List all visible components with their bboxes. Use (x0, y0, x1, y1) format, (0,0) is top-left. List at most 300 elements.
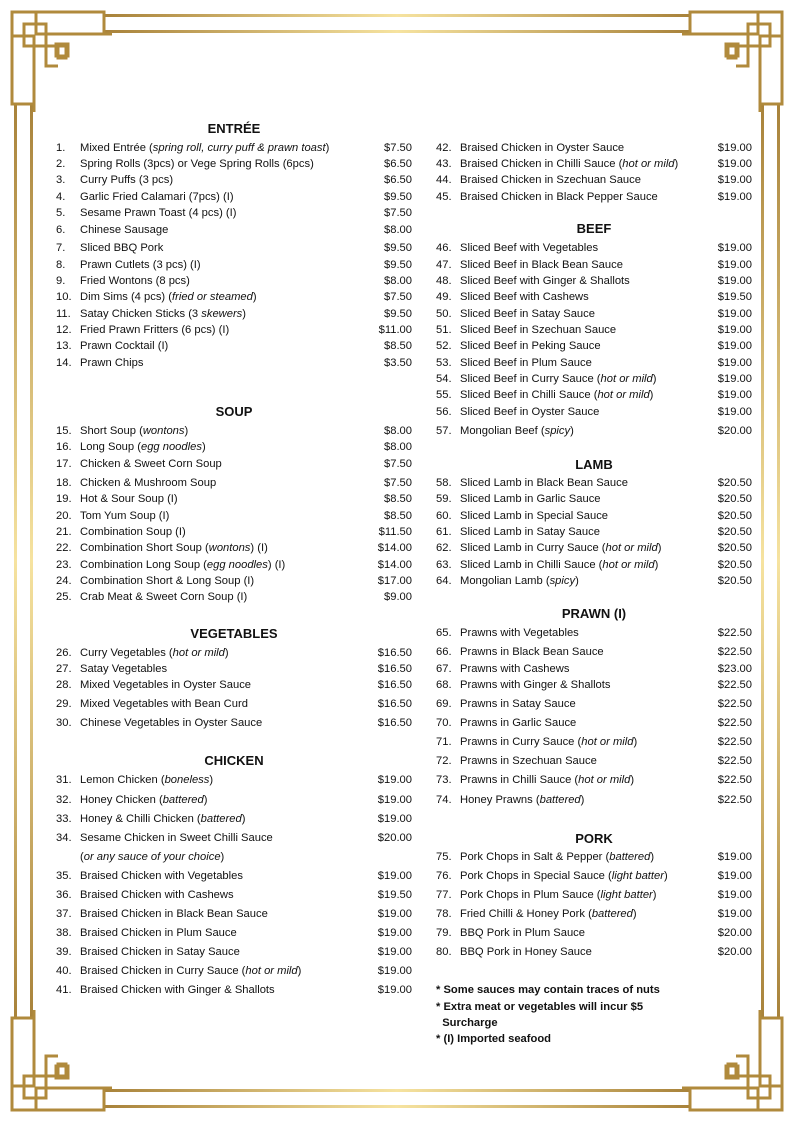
menu-item-name: Braised Chicken with Vegetables (80, 870, 243, 882)
menu-item-number: 2. (56, 158, 66, 170)
menu-item-price: $20.50 (717, 526, 752, 538)
menu-item-name: Sliced Beef with Cashews (460, 291, 589, 303)
menu-item (56, 423, 412, 439)
menu-item (56, 677, 412, 693)
menu-item-number: 53. (436, 357, 452, 369)
menu-item-name: Sesame Chicken in Sweet Chilli Sauce (80, 832, 273, 844)
menu-item (436, 273, 752, 289)
menu-item (56, 306, 412, 322)
menu-item-number: 34. (56, 832, 72, 844)
menu-item-name: Mixed Vegetables with Bean Curd (80, 698, 248, 710)
menu-item (56, 322, 412, 338)
menu-item-price: $19.00 (717, 889, 752, 901)
menu-item-price: $17.00 (377, 575, 412, 587)
menu-item-number: 21. (56, 526, 72, 538)
menu-item-number: 45. (436, 191, 452, 203)
menu-item-number: 58. (436, 477, 452, 489)
menu-item-name: Satay Chicken Sticks (3 skewers) (80, 308, 247, 320)
menu-item-price: $16.50 (377, 679, 412, 691)
section-title-prawn: PRAWN (I) (561, 606, 627, 621)
menu-item (436, 257, 752, 273)
menu-item (436, 868, 752, 884)
menu-item-price: $20.50 (717, 493, 752, 505)
menu-item-price: $9.50 (384, 259, 412, 271)
menu-item (56, 456, 412, 472)
menu-item-number: 50. (436, 308, 452, 320)
menu-item-number: 43. (436, 158, 452, 170)
footnote: Surcharge (436, 1017, 498, 1029)
menu-item-number: 39. (56, 946, 72, 958)
menu-item-number: 4. (56, 191, 66, 203)
menu-item-price: $16.50 (377, 663, 412, 675)
menu-item-number: 9. (56, 275, 66, 287)
menu-item-name: Combination Long Soup (egg noodles) (I) (80, 559, 286, 571)
menu-item (56, 944, 412, 960)
menu-item-price: $7.50 (384, 291, 412, 303)
menu-item-name: Curry Puffs (3 pcs) (80, 174, 174, 186)
menu-item (436, 240, 752, 256)
menu-item-number: 75. (436, 851, 452, 863)
menu-item-name: Mongolian Beef (spicy) (460, 425, 574, 437)
menu-item-price: $9.50 (384, 308, 412, 320)
section-title-vegetables: VEGETABLES (190, 626, 278, 641)
menu-item-price: $19.00 (717, 174, 752, 186)
menu-item (56, 140, 412, 156)
menu-item-name: Prawn Cocktail (I) (80, 340, 169, 352)
menu-item-name: Sliced Beef in Chilli Sauce (hot or mild) (460, 389, 654, 401)
footnote: * (I) Imported seafood (436, 1033, 551, 1045)
menu-item-number: 41. (56, 984, 72, 996)
menu-item-number: 44. (436, 174, 452, 186)
menu-item (436, 644, 752, 660)
menu-item-number: 72. (436, 755, 452, 767)
menu-item-number: 79. (436, 927, 452, 939)
menu-item-price: $22.50 (717, 717, 752, 729)
menu-item-name: Prawn Cutlets (3 pcs) (I) (80, 259, 201, 271)
menu-item-number: 55. (436, 389, 452, 401)
menu-item-price: $19.00 (717, 242, 752, 254)
menu-item (436, 540, 752, 556)
menu-item-price: $19.00 (717, 908, 752, 920)
menu-right-column (436, 0, 752, 1122)
menu-item-name: Prawns in Black Bean Sauce (460, 646, 604, 658)
menu-item-price: $22.50 (717, 698, 752, 710)
menu-item-name: Braised Chicken in Curry Sauce (hot or mild) (80, 965, 302, 977)
menu-item (436, 557, 752, 573)
menu-item-price: $8.00 (384, 441, 412, 453)
menu-item (436, 355, 752, 371)
menu-item-price: $19.00 (717, 406, 752, 418)
menu-item-number: 8. (56, 259, 66, 271)
menu-item-number: 22. (56, 542, 72, 554)
menu-item-name: BBQ Pork in Honey Sauce (460, 946, 592, 958)
menu-item-number: 70. (436, 717, 452, 729)
menu-item-price: $19.00 (717, 259, 752, 271)
menu-item-price: $22.50 (717, 794, 752, 806)
menu-item-price: $19.00 (717, 373, 752, 385)
menu-item (436, 573, 752, 589)
menu-item-price: $11.50 (378, 526, 412, 538)
menu-item-name: Sliced Beef with Vegetables (460, 242, 599, 254)
menu-item (56, 661, 412, 677)
menu-item (56, 557, 412, 573)
section-title-chicken: CHICKEN (204, 753, 264, 768)
menu-item (56, 491, 412, 507)
menu-item-price: $22.50 (717, 679, 752, 691)
menu-item-number: 40. (56, 965, 72, 977)
menu-item (56, 508, 412, 524)
menu-item-price: $19.00 (717, 389, 752, 401)
menu-item-price: $8.00 (384, 275, 412, 287)
menu-item-name: Braised Chicken in Black Bean Sauce (80, 908, 268, 920)
menu-item-name: Braised Chicken in Plum Sauce (80, 927, 237, 939)
menu-item-price: $16.50 (377, 698, 412, 710)
menu-item-number: 20. (56, 510, 72, 522)
menu-item-price: $19.00 (717, 340, 752, 352)
menu-item (56, 982, 412, 998)
menu-item-name: Fried Prawn Fritters (6 pcs) (I) (80, 324, 230, 336)
menu-item-name: Tom Yum Soup (I) (80, 510, 170, 522)
menu-item-name: Sliced Beef in Black Bean Sauce (460, 259, 623, 271)
menu-item-name: Pork Chops in Plum Sauce (light batter) (460, 889, 657, 901)
menu-item-number: 42. (436, 142, 452, 154)
menu-item-number: 27. (56, 663, 72, 675)
menu-item-number: 62. (436, 542, 452, 554)
menu-item-price: $19.00 (717, 851, 752, 863)
menu-item (56, 172, 412, 188)
menu-item (436, 423, 752, 439)
menu-item-name: Braised Chicken in Szechuan Sauce (460, 174, 641, 186)
menu-item-name: Fried Chilli & Honey Pork (battered) (460, 908, 637, 920)
menu-item-price: $8.00 (384, 425, 412, 437)
menu-item-price: $6.50 (384, 174, 412, 186)
menu-item (436, 156, 752, 172)
menu-item-price: $7.50 (384, 142, 412, 154)
menu-item (436, 677, 752, 693)
menu-item-number: 28. (56, 679, 72, 691)
menu-item-name: Honey Chicken (battered) (80, 794, 208, 806)
menu-item (436, 715, 752, 731)
menu-item-price: $6.50 (384, 158, 412, 170)
menu-item (56, 475, 412, 491)
menu-item (56, 906, 412, 922)
menu-item-name: Hot & Sour Soup (I) (80, 493, 178, 505)
menu-item (56, 189, 412, 205)
menu-item-price: $19.00 (377, 908, 412, 920)
menu-item-number: 54. (436, 373, 452, 385)
menu-item (436, 661, 752, 677)
menu-item-name: Pork Chops in Special Sauce (light batter) (460, 870, 668, 882)
menu-item (56, 222, 412, 238)
menu-item-name: Crab Meat & Sweet Corn Soup (I) (80, 591, 248, 603)
menu-item-name: BBQ Pork in Plum Sauce (460, 927, 585, 939)
menu-item-price: $7.50 (384, 207, 412, 219)
menu-item (56, 792, 412, 808)
menu-item-name: Mixed Vegetables in Oyster Sauce (80, 679, 252, 691)
menu-item (56, 573, 412, 589)
menu-item (436, 172, 752, 188)
menu-item-price: $9.50 (384, 242, 412, 254)
menu-item-price: $19.00 (717, 324, 752, 336)
menu-item-name: Prawn Chips (80, 357, 144, 369)
menu-item (56, 696, 412, 712)
menu-item-price: $22.50 (717, 736, 752, 748)
menu-item-number: 19. (56, 493, 72, 505)
menu-item (56, 849, 412, 865)
menu-item-price: $14.00 (377, 559, 412, 571)
menu-item-name: Sliced Beef in Peking Sauce (460, 340, 601, 352)
menu-item-name: Prawns with Ginger & Shallots (460, 679, 611, 691)
menu-item (436, 371, 752, 387)
menu-item-number: 35. (56, 870, 72, 882)
menu-item-price: $19.00 (717, 275, 752, 287)
menu-item-price: $23.00 (717, 663, 752, 675)
menu-item (436, 524, 752, 540)
menu-item-number: 78. (436, 908, 452, 920)
menu-item-number: 68. (436, 679, 452, 691)
menu-item-name: Prawns in Satay Sauce (460, 698, 576, 710)
menu-item-name: Short Soup (wontons) (80, 425, 189, 437)
menu-item-number: 32. (56, 794, 72, 806)
menu-item-name: Prawns in Garlic Sauce (460, 717, 577, 729)
menu-item-price: $20.00 (717, 425, 752, 437)
menu-item-number: 67. (436, 663, 452, 675)
menu-item-name: Long Soup (egg noodles) (80, 441, 206, 453)
menu-item-name: Sliced Beef with Ginger & Shallots (460, 275, 630, 287)
menu-item-name: Braised Chicken with Cashews (80, 889, 234, 901)
menu-item-number: 65. (436, 627, 452, 639)
menu-item-number: 16. (56, 441, 72, 453)
menu-item-number: 24. (56, 575, 72, 587)
menu-item (56, 887, 412, 903)
menu-item-number: 76. (436, 870, 452, 882)
menu-item-price: $11.00 (378, 324, 412, 336)
menu-item-number: 47. (436, 259, 452, 271)
menu-item (56, 925, 412, 941)
menu-item-number: 63. (436, 559, 452, 571)
menu-item-price: $22.50 (717, 627, 752, 639)
menu-item-number: 46. (436, 242, 452, 254)
menu-item-name: Sliced Lamb in Chilli Sauce (hot or mild) (460, 559, 659, 571)
menu-item-number: 48. (436, 275, 452, 287)
menu-item-name: Chicken & Sweet Corn Soup (80, 458, 222, 470)
menu-item-price: $22.50 (717, 755, 752, 767)
menu-item (56, 240, 412, 256)
menu-item-name: Garlic Fried Calamari (7pcs) (I) (80, 191, 234, 203)
menu-item (56, 338, 412, 354)
menu-item (56, 715, 412, 731)
menu-item-price: $19.50 (717, 291, 752, 303)
menu-item-price: $19.00 (377, 946, 412, 958)
menu-item-name: Sliced Beef in Oyster Sauce (460, 406, 600, 418)
menu-item-name: Braised Chicken in Chilli Sauce (hot or mild) (460, 158, 679, 170)
menu-item (436, 306, 752, 322)
menu-item-name: Sliced Lamb in Curry Sauce (hot or mild) (460, 542, 662, 554)
menu-item-number: 5. (56, 207, 66, 219)
menu-item-price: $22.50 (717, 774, 752, 786)
menu-item (56, 273, 412, 289)
menu-item-number: 29. (56, 698, 72, 710)
section-title-lamb: LAMB (575, 457, 613, 472)
menu-item-name: Mixed Entrée (spring roll, curry puff & prawn toast) (80, 142, 330, 154)
menu-item-name: Sliced Beef in Plum Sauce (460, 357, 592, 369)
menu-item (56, 355, 412, 371)
menu-item-price: $8.00 (384, 224, 412, 236)
menu-item-price: $9.50 (384, 191, 412, 203)
menu-item-name: Spring Rolls (3pcs) or Vege Spring Rolls (6pcs) (80, 158, 314, 170)
menu-item-number: 61. (436, 526, 452, 538)
menu-item-number: 23. (56, 559, 72, 571)
menu-item-price: $8.50 (384, 510, 412, 522)
menu-item (56, 540, 412, 556)
menu-item-name: Braised Chicken in Satay Sauce (80, 946, 240, 958)
menu-item-price: $16.50 (377, 717, 412, 729)
menu-item-number: 49. (436, 291, 452, 303)
menu-item (56, 868, 412, 884)
menu-item-name: Fried Wontons (8 pcs) (80, 275, 190, 287)
menu-item-name: Braised Chicken in Black Pepper Sauce (460, 191, 658, 203)
menu-item-number: 59. (436, 493, 452, 505)
menu-item-number: 36. (56, 889, 72, 901)
menu-item-name: Combination Soup (I) (80, 526, 186, 538)
menu-item-number: 7. (56, 242, 66, 254)
menu-item-number: 26. (56, 647, 72, 659)
menu-item (436, 772, 752, 788)
menu-item (56, 289, 412, 305)
menu-item-price: $20.50 (717, 542, 752, 554)
menu-item (56, 156, 412, 172)
menu-item-price: $16.50 (377, 647, 412, 659)
menu-item-number: 69. (436, 698, 452, 710)
section-title-beef: BEEF (576, 221, 612, 236)
menu-item (436, 289, 752, 305)
menu-item-name: Sliced BBQ Pork (80, 242, 164, 254)
menu-item-name: (or any sauce of your choice) (80, 851, 225, 863)
menu-item-price: $20.50 (717, 477, 752, 489)
footnote: * Some sauces may contain traces of nuts (436, 984, 660, 996)
menu-item-name: Sliced Beef in Curry Sauce (hot or mild) (460, 373, 657, 385)
menu-item-price: $22.50 (717, 646, 752, 658)
menu-item (436, 189, 752, 205)
menu-item-number: 51. (436, 324, 452, 336)
menu-item-number: 52. (436, 340, 452, 352)
menu-item-price: $20.00 (377, 832, 412, 844)
menu-item-number: 6. (56, 224, 66, 236)
menu-item-name: Prawns with Vegetables (460, 627, 579, 639)
menu-item-price: $20.00 (717, 927, 752, 939)
menu-item-number: 80. (436, 946, 452, 958)
menu-item-price: $8.50 (384, 340, 412, 352)
menu-item-name: Mongolian Lamb (spicy) (460, 575, 579, 587)
menu-item-price: $19.00 (377, 927, 412, 939)
menu-item-name: Honey Prawns (battered) (460, 794, 585, 806)
menu-item-number: 33. (56, 813, 72, 825)
menu-item-number: 66. (436, 646, 452, 658)
menu-item (56, 205, 412, 221)
menu-item-number: 11. (56, 308, 71, 320)
menu-item (436, 322, 752, 338)
menu-item (56, 524, 412, 540)
menu-item-number: 17. (56, 458, 72, 470)
menu-item (436, 508, 752, 524)
menu-item (436, 338, 752, 354)
menu-item-name: Sliced Beef in Szechuan Sauce (460, 324, 617, 336)
menu-item-price: $3.50 (384, 357, 412, 369)
menu-item-number: 12. (56, 324, 72, 336)
menu-item-price: $19.00 (717, 357, 752, 369)
menu-item-number: 15. (56, 425, 72, 437)
menu-item-price: $19.00 (377, 870, 412, 882)
menu-item-price: $14.00 (377, 542, 412, 554)
menu-item-price: $9.00 (384, 591, 412, 603)
menu-item (436, 475, 752, 491)
menu-item-price: $19.00 (377, 774, 412, 786)
menu-item-name: Chinese Vegetables in Oyster Sauce (80, 717, 263, 729)
menu-item-name: Chinese Sausage (80, 224, 169, 236)
menu-item-price: $19.00 (377, 965, 412, 977)
menu-item-name: Curry Vegetables (hot or mild) (80, 647, 229, 659)
menu-item-name: Combination Short Soup (wontons) (I) (80, 542, 268, 554)
menu-item (436, 140, 752, 156)
menu-item (56, 811, 412, 827)
menu-item-price: $19.00 (717, 191, 752, 203)
menu-item-price: $20.00 (717, 946, 752, 958)
menu-item-number: 77. (436, 889, 452, 901)
menu-item (436, 734, 752, 750)
menu-item-name: Satay Vegetables (80, 663, 168, 675)
menu-item-price: $7.50 (384, 477, 412, 489)
menu-item (436, 887, 752, 903)
menu-item-number: 18. (56, 477, 72, 489)
menu-item-price: $19.00 (377, 813, 412, 825)
menu-item-number: 25. (56, 591, 72, 603)
menu-item-name: Sliced Lamb in Black Bean Sauce (460, 477, 628, 489)
menu-item-number: 30. (56, 717, 72, 729)
menu-item (56, 830, 412, 846)
menu-item-name: Sliced Lamb in Garlic Sauce (460, 493, 601, 505)
menu-item (56, 589, 412, 605)
menu-item (436, 696, 752, 712)
menu-item-number: 60. (436, 510, 452, 522)
menu-item-number: 1. (56, 142, 66, 154)
menu-item (56, 439, 412, 455)
menu-item-name: Chicken & Mushroom Soup (80, 477, 217, 489)
section-title-pork: PORK (575, 831, 613, 846)
menu-item-price: $20.50 (717, 510, 752, 522)
menu-item-number: 10. (56, 291, 72, 303)
menu-item-number: 71. (436, 736, 452, 748)
menu-item-number: 56. (436, 406, 452, 418)
footnote: * Extra meat or vegetables will incur $5 (436, 1001, 644, 1013)
menu-item-number: 73. (436, 774, 452, 786)
menu-item-name: Sliced Lamb in Special Sauce (460, 510, 609, 522)
menu-item-price: $19.00 (717, 870, 752, 882)
menu-item (56, 772, 412, 788)
menu-item (436, 792, 752, 808)
menu-item-name: Prawns in Szechuan Sauce (460, 755, 597, 767)
menu-item (436, 906, 752, 922)
menu-item-name: Dim Sims (4 pcs) (fried or steamed) (80, 291, 257, 303)
menu-item-number: 64. (436, 575, 452, 587)
menu-item (56, 645, 412, 661)
menu-item-number: 57. (436, 425, 452, 437)
menu-item-price: $19.00 (377, 984, 412, 996)
menu-item (436, 944, 752, 960)
menu-item-number: 37. (56, 908, 72, 920)
menu-item (436, 753, 752, 769)
menu-item-number: 14. (56, 357, 72, 369)
menu-item-price: $19.00 (717, 158, 752, 170)
